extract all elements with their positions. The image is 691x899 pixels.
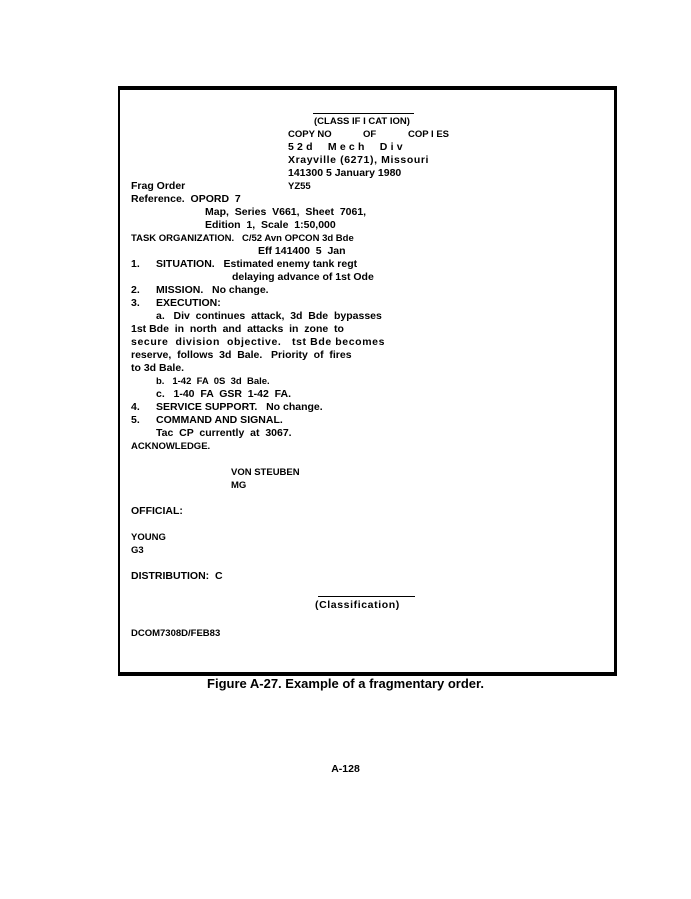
task-organization: TASK ORGANIZATION. C/52 Avn OPCON 3d Bde: [131, 233, 354, 244]
figure-caption: Figure A-27. Example of a fragmentary order.: [207, 676, 484, 691]
acknowledge: ACKNOWLEDGE.: [131, 441, 211, 452]
location: Xrayville (6271), Missouri: [288, 154, 430, 166]
para-3a-line-5: to 3d Bale.: [131, 362, 185, 374]
signer-rank: MG: [231, 480, 247, 491]
official-name: YOUNG: [131, 532, 166, 543]
para-2-number: 2.: [131, 284, 140, 296]
classification-top: (CLASS IF I CAT ION): [314, 116, 410, 127]
para-5a: Tac CP currently at 3067.: [156, 427, 292, 439]
para-4-number: 4.: [131, 401, 140, 413]
map-reference-2: Edition 1, Scale 1:50,000: [205, 219, 336, 231]
para-1-situation: SITUATION. Estimated enemy tank regt: [156, 258, 358, 270]
classification-bottom: (Classification): [315, 599, 400, 611]
signer-name: VON STEUBEN: [231, 467, 300, 478]
para-4-service-support: SERVICE SUPPORT. No change.: [156, 401, 323, 413]
para-3a-line-3: secure division objective. tst Bde becomes: [131, 336, 386, 348]
document-code: DCOM7308D/FEB83: [131, 628, 221, 639]
para-3c: c. 1-40 FA GSR 1-42 FA.: [156, 388, 291, 400]
unit-name: 52d Mech Div: [288, 141, 406, 153]
reference-line: Reference. OPORD 7: [131, 193, 241, 205]
para-3a-line-2: 1st Bde in north and attacks in zone to: [131, 323, 344, 335]
distribution: DISTRIBUTION: C: [131, 570, 223, 582]
official-title: G3: [131, 545, 144, 556]
map-reference-1: Map, Series V661, Sheet 7061,: [205, 206, 367, 218]
copies-label: COP I ES: [408, 129, 450, 140]
classification-rule-top: [313, 113, 414, 114]
copy-no-label: COPY NO: [288, 129, 332, 140]
para-5-number: 5.: [131, 414, 140, 426]
para-1-number: 1.: [131, 258, 140, 270]
classification-rule-bottom: [318, 596, 415, 597]
task-organization-effective: Eff 141400 5 Jan: [258, 245, 346, 257]
para-3a-line-4: reserve, follows 3d Bale. Priority of fires: [131, 349, 352, 361]
date-time-group: 141300 5 January 1980: [288, 167, 402, 179]
para-3-number: 3.: [131, 297, 140, 309]
frag-order-label: Frag Order: [131, 180, 186, 192]
para-3b: b. 1-42 FA 0S 3d Bale.: [156, 376, 270, 387]
para-3-execution: EXECUTION:: [156, 297, 221, 309]
official-label: OFFICIAL:: [131, 505, 183, 517]
page-number: A-128: [331, 763, 360, 775]
para-5-command-signal: COMMAND AND SIGNAL.: [156, 414, 283, 426]
order-id: YZ55: [288, 181, 311, 192]
of-label: OF: [363, 129, 377, 140]
para-1-situation-cont: delaying advance of 1st Ode: [232, 271, 374, 283]
para-2-mission: MISSION. No change.: [156, 284, 269, 296]
para-3a-line-1: a. Div continues attack, 3d Bde bypasses: [156, 310, 382, 322]
